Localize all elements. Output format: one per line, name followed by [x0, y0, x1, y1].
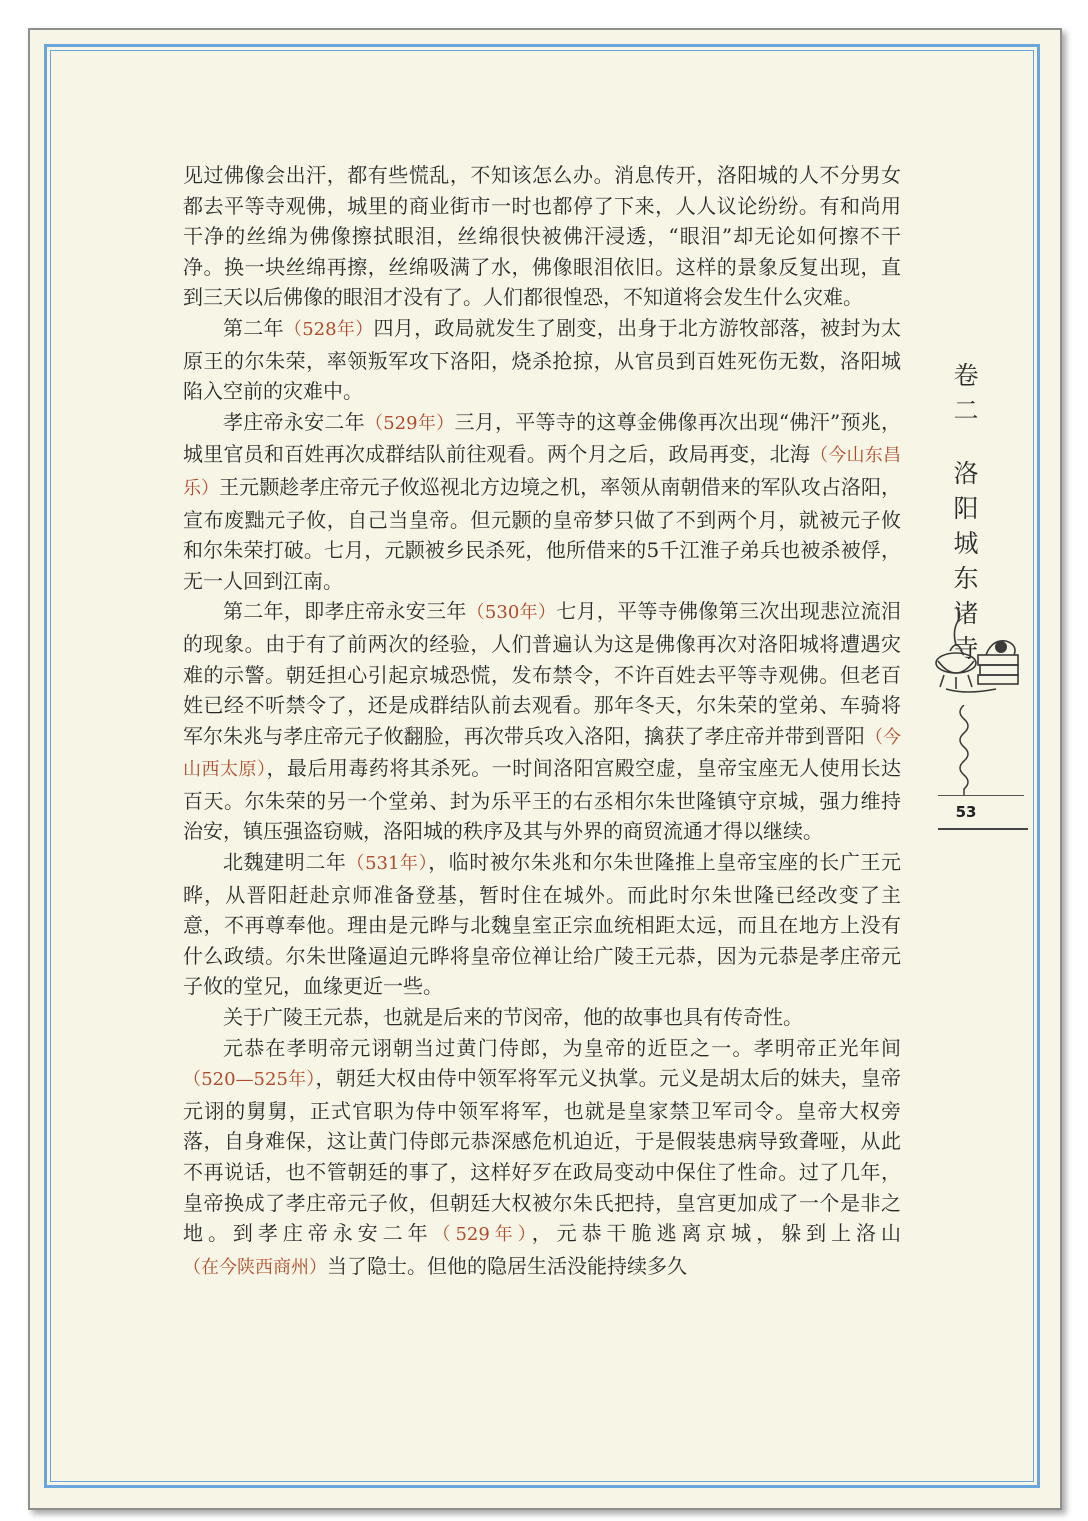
paragraph	[183, 407, 901, 597]
incense-burner-and-books-icon	[926, 605, 1026, 695]
annotation-note: （530年）	[466, 602, 557, 624]
body-text	[183, 160, 901, 1283]
paragraph-text: 北魏建明二年	[223, 850, 347, 875]
chapter-char: 诸	[953, 599, 979, 628]
paragraph	[183, 160, 901, 313]
annotation-note: （529年）	[432, 1224, 532, 1246]
page-number: 53	[955, 803, 977, 821]
volume-char: 二	[953, 396, 979, 425]
paragraph-text: 七月，平等寺佛像第三次出现悲泣流泪的现象。由于有了前两次的经验，人们普遍认为这是佛像再次对洛阳城将遭遇灾难的示警。朝廷担心引起京城恐慌，发布禁令，不许百姓去平等寺观佛。但老百姓已经不听禁令了，还是成群结队前去观看。那年冬天，尔朱荣的堂弟、车骑将军尔朱兆与孝庄帝元子攸翻脸，再次带兵攻入洛阳，擒获了孝庄帝并带到晋阳	[183, 599, 902, 748]
paragraph-text: ，朝廷大权由侍中领军将军元义执掌。元义是胡太后的妹夫，皇帝元诩的舅舅，正式官职为侍中领军将军，也就是皇家禁卫军司令。皇帝大权旁落，自身难保，这让黄门侍郎元恭深感危机迫近，于是假装患病导致聋哑，从此不再说话，也不管朝廷的事了，这样好歹在政局变动中保住了性命。过了几年，皇帝换成了孝庄帝元子攸，但朝廷大权被尔朱氏把持，皇宫更加成了一个是非之地。到孝庄帝永安二年	[183, 1066, 901, 1246]
volume-char: 卷	[953, 361, 979, 390]
chapter-char: 东	[953, 564, 979, 593]
chapter-char: 阳	[953, 494, 979, 523]
paragraph	[183, 1002, 901, 1033]
paragraph-text: 当了隐士。但他的隐居生活没能持续多久	[327, 1253, 687, 1278]
paragraph-text: ，最后用毒药将其杀死。一时间洛阳宫殿空虚，皇帝宝座无人使用长达百天。尔朱荣的另一个堂弟、封为乐平王的右丞相尔朱世隆镇守京城，强力维持治安，镇压强盗窃贼，洛阳城的秩序及其与外界的商贸流通才得以继续。	[183, 756, 902, 844]
annotation-note: （520—525年）	[183, 1069, 316, 1091]
paragraph-text: 见过佛像会出汗，都有些慌乱，不知该怎么办。消息传开，洛阳城的人不分男女都去平等寺观佛，城里的商业街市一时也都停了下来，人人议论纷纷。有和尚用干净的丝绵为佛像擦拭眼泪，丝绵很快被佛汗浸透，“眼泪”却无论如何擦不干净。换一块丝绵再擦，丝绵吸满了水，佛像眼泪依旧。这样的景象反复出现，直到三天以后佛像的眼泪才没有了。人们都很惶恐，不知道将会发生什么灾难。	[183, 163, 901, 310]
paragraph	[183, 847, 901, 1002]
paragraph-text: 三月，平等寺的这尊金佛像再次出现“佛汗”预兆，城里官员和百姓再次成群结队前往观看。两个月之后，政局再变，北海	[183, 409, 902, 467]
decorative-wave-line	[952, 705, 976, 795]
paragraph	[183, 1033, 901, 1284]
paragraph-text: ，元恭干脆逃离京城，躲到上洛山	[531, 1221, 902, 1246]
chapter-char: 城	[953, 529, 979, 558]
annotation-note: （531年）	[346, 853, 429, 875]
annotation-note: （在今陕西商州）	[183, 1256, 327, 1278]
annotation-note: （今山西太原）	[183, 726, 902, 781]
paragraph-text: 第二年	[223, 315, 284, 340]
title-gap	[946, 428, 986, 456]
paragraph-text: 王元颢趁孝庄帝元子攸巡视北方边境之机，率领从南朝借来的军队攻占洛阳，宣布废黜元子攸，自己当皇帝。但元颢的皇帝梦只做了不到两个月，就被元子攸和尔朱荣打破。七月，元颢被乡民杀死，他所借来的5千江淮子弟兵也被杀被俘，无一人回到江南。	[183, 474, 902, 593]
paragraph-text: 四月，政局就发生了剧变，出身于北方游牧部落，被封为太原王的尔朱荣，率领叛军攻下洛阳，烧杀抢掠，从官员到百姓死伤无数，洛阳城陷入空前的灾难中。	[183, 315, 902, 404]
paragraph-text: 元恭在孝明帝元诩朝当过黄门侍郎，为皇帝的近臣之一。孝明帝正光年间	[223, 1035, 901, 1060]
annotation-note: （529年）	[364, 412, 455, 434]
page-number-rule-top	[938, 795, 1024, 796]
annotation-note: （528年）	[283, 318, 374, 340]
paragraph	[183, 313, 901, 407]
paragraph-text: 孝庄帝永安二年	[223, 409, 365, 434]
page-number-rule-bottom	[938, 828, 1028, 830]
annotation-note: （今山东昌乐）	[183, 445, 902, 499]
chapter-char: 寺	[953, 634, 979, 663]
chapter-char: 洛	[953, 459, 979, 488]
paragraph-text: 第二年，即孝庄帝永安三年	[223, 599, 467, 624]
paragraph-text: 关于广陵王元恭，也就是后来的节闵帝，他的故事也具有传奇性。	[223, 1005, 803, 1030]
paragraph	[183, 596, 901, 847]
paragraph-text: ，临时被尔朱兆和尔朱世隆推上皇帝宝座的长广王元晔，从晋阳赶赴京师准备登基，暂时住在城外。而此时尔朱世隆已经改变了主意，不再尊奉他。理由是元晔与北魏皇室正宗血统相距太远，而且在地方上没有什么政绩。尔朱世隆逼迫元晔将皇帝位禅让给广陵王元恭，因为元恭是孝庄帝元子攸的堂兄，血缘更近一些。	[183, 850, 902, 999]
